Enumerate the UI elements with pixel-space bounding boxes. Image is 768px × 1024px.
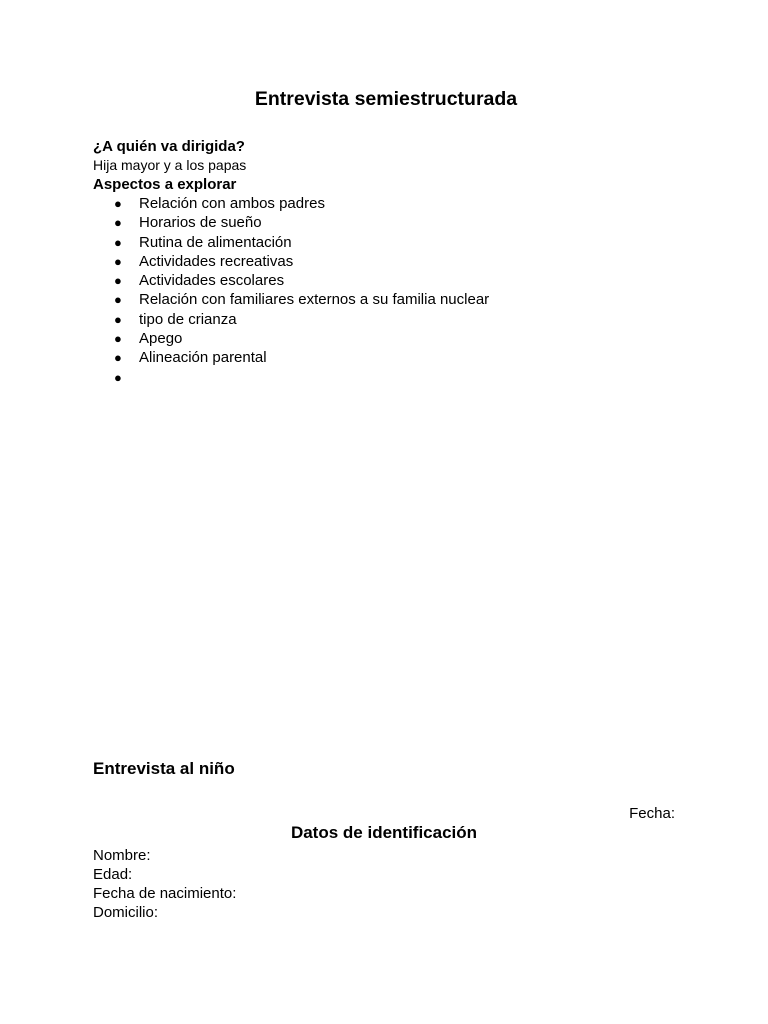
- address-field-label: Domicilio:: [93, 904, 159, 921]
- audience-value: Hija mayor y a los papas: [93, 157, 247, 173]
- bullet-icon: ●: [114, 369, 122, 385]
- aspect-item: [93, 348, 489, 367]
- date-label: Fecha:: [629, 805, 675, 822]
- identification-fields: [93, 846, 236, 922]
- aspect-item: [93, 310, 489, 329]
- birthdate-field-label: Fecha de nacimiento:: [93, 885, 237, 902]
- aspect-text: tipo de crianza: [139, 310, 237, 328]
- aspect-text: Actividades recreativas: [139, 252, 294, 270]
- aspect-item: [93, 252, 489, 271]
- aspect-item: [93, 233, 489, 252]
- bullet-icon: ●: [114, 350, 122, 366]
- bullet-icon: ●: [114, 273, 122, 289]
- aspect-item: [93, 271, 489, 290]
- bullet-icon: ●: [114, 311, 122, 327]
- document-title: Entrevista semiestructurada: [254, 88, 518, 110]
- aspects-list: [93, 194, 489, 387]
- aspect-text: Alineación parental: [139, 349, 267, 367]
- age-field-label: Edad:: [93, 866, 133, 883]
- identification-heading: Datos de identificación: [290, 823, 478, 842]
- audience-label: ¿A quién va dirigida?: [93, 138, 245, 155]
- aspect-item-empty: [93, 368, 489, 387]
- bullet-icon: ●: [114, 215, 122, 231]
- aspect-text: Rutina de alimentación: [139, 233, 292, 251]
- bullet-icon: ●: [114, 331, 122, 347]
- aspect-item: [93, 213, 489, 232]
- aspect-item: [93, 329, 489, 348]
- child-interview-heading: Entrevista al niño: [93, 759, 235, 778]
- aspect-item: [93, 194, 489, 213]
- aspect-text: Relación con ambos padres: [139, 195, 325, 212]
- name-field-label: Nombre:: [93, 847, 151, 864]
- bullet-icon: ●: [114, 292, 122, 308]
- aspect-item: [93, 290, 489, 309]
- bullet-icon: ●: [114, 253, 122, 269]
- aspect-text: Horarios de sueño: [139, 214, 262, 232]
- aspect-text: Relación con familiares externos a su familia nuclear: [139, 291, 490, 309]
- aspects-label: Aspectos a explorar: [93, 176, 237, 193]
- bullet-icon: ●: [114, 234, 122, 250]
- aspect-text: Actividades escolares: [139, 272, 285, 290]
- bullet-icon: ●: [114, 196, 122, 211]
- aspect-text: Apego: [139, 330, 183, 348]
